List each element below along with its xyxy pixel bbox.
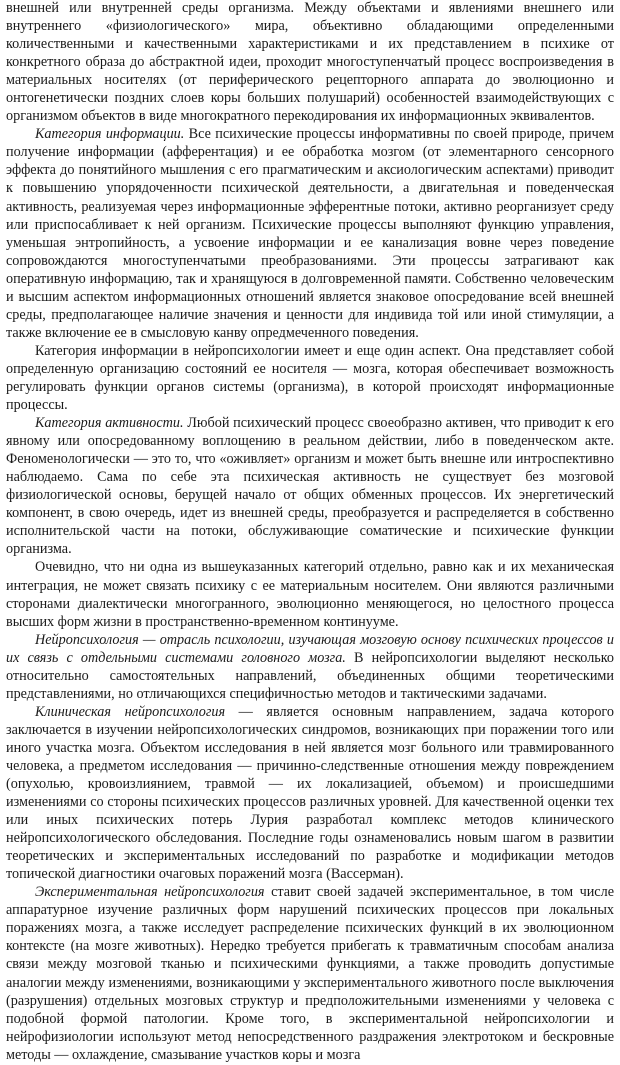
paragraph-neuropsychology-definition-text: В нейропсихологии выделяют несколько относительно самостоятельных направлений, объединенных общими теоретическими представлениями, но отличающихся специфичностью методов и тактическими задачами.: [6, 649, 615, 702]
term-category-activity: Категория активности.: [35, 415, 184, 432]
paragraph-information-aspect-text: Категория информации в нейропсихологии имеет и еще один аспект. Она представляет собой определенную организацию состояний ее носителя — мозга, которая обеспечивает возможность регулировать функции органов системы (организма), в которой происходят информационные процессы.: [6, 342, 614, 414]
paragraph-experimental-neuropsychology-text: ставит своей задачей экспериментальное, в том числе аппаратурное изучение различных форм нарушений психических процессов при локальных поражениях мозга, а также исследует распределение психических функций в их эволюционном контексте (на мозге животных). Нередко требуется прибегать к травматичным способам анализа связи между мозговой тканью и психическими функциями, а также проводить допустимые аналогии между изменениями, возникающими у экспериментального животного после выключения (разрушения) отдельных мозговых структур и предположительными изменениями у человека с подобной формой патологии. Кроме того, в экспериментальной нейропсихологии и нейрофизиологии используют метод непосредственного раздражения электротоком и бескровные методы — охлаждение, смазывание участков коры и мозга: [6, 884, 614, 1063]
term-category-information: Категория информации.: [35, 126, 185, 143]
paragraph-category-information-text: Все психические процессы информативны по своей природе, причем получение информации (афферентация) и ее обработка мозгом (от элементарного сенсорного эффекта до понятийного мышления с его прагматическим и аксиологическим аспектами) приводит к повышению упорядоченности психической деятельности, а двигательная и поведенческая активность, реализуемая через информационные эфферентные потоки, активно реорганизует среду или приспосабливает к ней организм. Психические процессы выполняют функцию управления, уменьшая энтропийность, а усвоение информации и ее канализация вовне через поведение сопровождаются многоступенчатыми преобразованиями. Эти процессы затрагивают как оперативную информацию, так и хранящуюся в долговременной памяти. Собственно человеческим и высшим аспектом информационных отношений является знаковое опосредование всей внешней среды, предполагающее наличие значения и ценности для индивида той или иной стимуляции, а также включение ее в смысловую канву опредмеченного поведения.: [6, 126, 614, 341]
paragraph-category-activity-text: Любой психический процесс своеобразно активен, что приводит к его явному или опосредованному воплощению в реальном действии, либо в поведенческом акте. Феноменологически — это то, что «оживляет» организм и может быть внешне или интроспективно наблюдаемо. Сама по себе эта психическая активность не существует без мозговой физиологической основы, берущей начало от общих обменных процессов. Их энергетический компонент, в свою очередь, идет из внешней среды, преобразуется и распределяется в собственно исполнительской части на потоки, обслуживающие соматические и психические функции организма.: [6, 415, 615, 558]
paragraph-obviously: [6, 558, 614, 630]
paragraph-intro: [6, 0, 614, 125]
paragraph-experimental-neuropsychology: [6, 883, 614, 1063]
paragraph-clinical-neuropsychology-text: — является основным направлением, задача которого заключается в изучении нейропсихологических синдромов, возникающих при поражении того или иного участка мозга. Объектом исследования в ней является мозг больного или травмированного человека, а предметом исследования — причинно-следственные отношения между повреждением (опухолью, кровоизлиянием, травмой — их локализацией, объемом) и происшедшими изменениями со стороны психических процессов различных уровней. Для качественной оценки тех или иных психических потерь Лурия разработал комплекс методов клинического нейропсихологического обследования. Последние годы ознаменовались новым шагом в развитии теоретических и экспериментальных исследований по разработке и модификации методов топической диагностики очаговых поражений мозга (Вассерман).: [6, 703, 614, 883]
paragraph-neuropsychology-definition: [6, 631, 614, 703]
term-experimental-neuropsychology: Экспериментальная нейропсихология: [35, 884, 265, 901]
paragraph-clinical-neuropsychology: [6, 703, 614, 883]
paragraph-category-information: [6, 125, 614, 342]
paragraph-information-aspect: [6, 342, 614, 414]
term-neuropsychology-definition: Нейропсихология — отрасль психологии, изучающая мозговую основу психических процессов и их связь с отдельными системами головного мозга.: [6, 631, 614, 666]
paragraph-category-activity: [6, 414, 614, 558]
term-clinical-neuropsychology: Клиническая нейропсихология: [35, 703, 226, 720]
paragraph-obviously-text: Очевидно, что ни одна из вышеуказанных категорий отдельно, равно как и их механическая интеграция, не может связать психику с ее материальным носителем. Они являются различными сторонами диалектически многогранного, эволюционно меняющегося, но целостного процесса высших форм жизни в пространственно-временном континууме.: [6, 559, 614, 630]
paragraph-intro-text: внешней или внутренней среды организма. Между объектами и явлениями внешнего или внутреннего «физиологического» мира, объективно обладающими определенными количественными и качественными характеристиками и их представлением в психике от конкретного образа до абстрактной идеи, проходит многоступенчатый процесс воспроизведения в материальных носителях (от периферического рецепторного аппарата до эволюционно и онтогенетически поздних слоев коры больших полушарий) особенностей взаимодействующих с организмом объектов в виде многократного перекодирования их информационных эквивалентов.: [6, 0, 614, 125]
